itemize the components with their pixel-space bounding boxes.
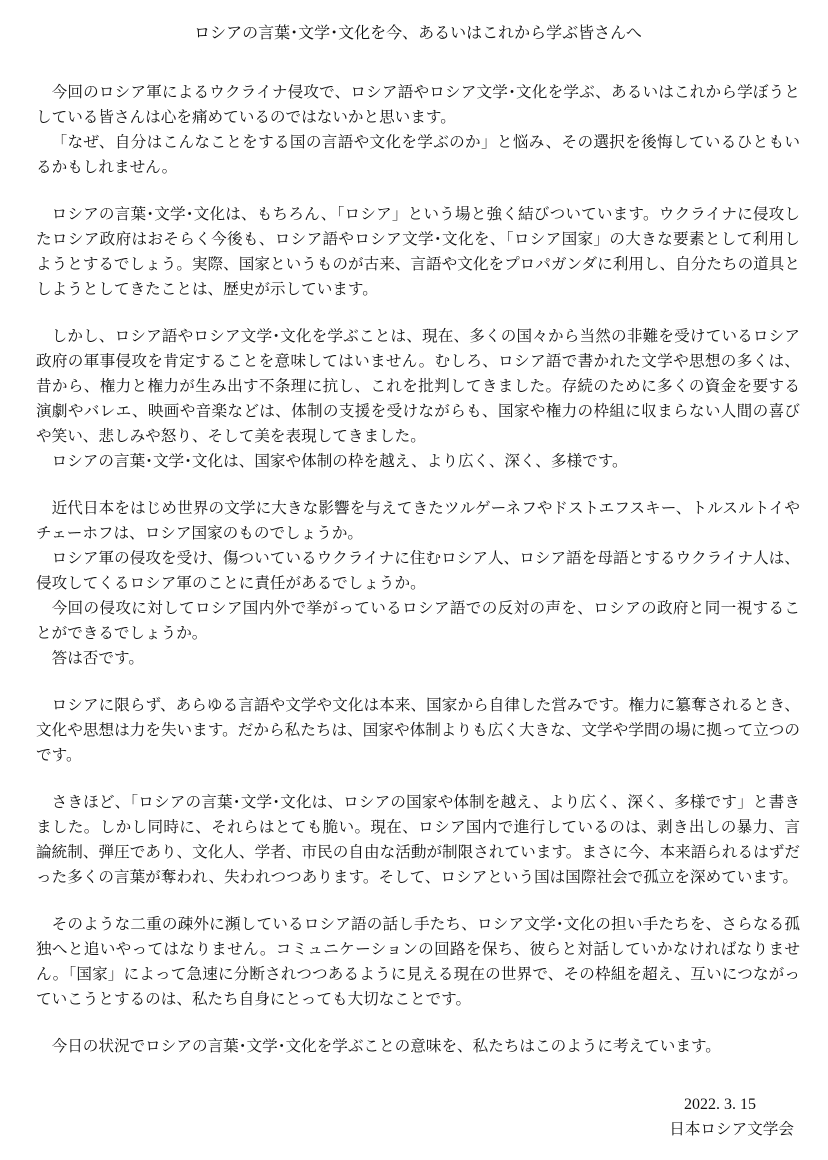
- paragraph-gap: [36, 671, 800, 693]
- paragraph-gap: [36, 890, 800, 912]
- paragraph: 近代日本をはじめ世界の文学に大きな影響を与えてきたツルゲーネフやドストエフスキー、トルスルトイやチェーホフは、ロシア国家のものでしょうか。: [36, 499, 800, 542]
- paragraph: さきほど、「ロシアの言葉･文学･文化は、ロシアの国家や体制を越え、より広く、深く、多様です」と書きました。しかし同時に、それらはとても脆い。現在、ロシア国内で進行しているのは、剥き出しの暴力、言論統制、弾圧であり、文化人、学者、市民の自由な活動が制限されています。まさに今、本来語られるはずだった多くの言葉が奪われ、失われつつあります。そして、ロシアという国は国際社会で孤立を深めています。: [36, 793, 800, 886]
- letter-body: [36, 80, 800, 1059]
- paragraph: ロシアの言葉･文学･文化は、もちろん、「ロシア」という場と強く結びついています。ウクライナに侵攻したロシア政府はおそらく今後も、ロシア語やロシア文学･文化を、「ロシア国家」の大きな要素として利用しようとするでしょう。実際、国家というものが古来、言語や文化をプロパガンダに利用し、自分たちの道具としようとしてきたことは、歴史が示しています。: [36, 205, 800, 298]
- paragraph: 「なぜ、自分はこんなことをする国の言語や文化を学ぶのか」と悩み、その選択を後悔しているひともいるかもしれません。: [36, 133, 801, 176]
- paragraph-gap: [36, 1012, 800, 1034]
- paragraph: しかし、ロシア語やロシア文学･文化を学ぶことは、現在、多くの国々から当然の非難を受けているロシア政府の軍事侵攻を肯定することを意味してはいません。むしろ、ロシア語で書かれた文学や思想の多くは、昔から、権力と権力が生み出す不条理に抗し、これを批判してきました。存続のために多くの資金を要する演劇やバレエ、映画や音楽などは、体制の支援を受けながらも、国家や権力の枠組に収まらない人間の喜びや笑い、悲しみや怒り、そして美を表現してきました。: [36, 327, 800, 445]
- paragraph: 答は否です。: [51, 649, 144, 667]
- paragraph-gap: [36, 768, 800, 790]
- paragraph-gap: [36, 302, 800, 324]
- paragraph: ロシア軍の侵攻を受け、傷ついているウクライナに住むロシア人、ロシア語を母語とするウクライナ人は、侵攻してくるロシア軍のことに責任があるでしょうか。: [36, 549, 800, 592]
- paragraph: ロシアの言葉･文学･文化は、国家や体制の枠を越え、より広く、深く、多様です。: [51, 452, 628, 470]
- paragraph: 今回のロシア軍によるウクライナ侵攻で、ロシア語やロシア文学･文化を学ぶ、あるいはこれから学ぼうとしている皆さんは心を痛めているのではないかと思います。: [36, 83, 800, 126]
- paragraph-gap: [36, 474, 800, 496]
- letter-date: 2022. 3. 15: [684, 1096, 756, 1113]
- paragraph: 今日の状況でロシアの言葉･文学･文化を学ぶことの意味を、私たちはこのように考えています。: [51, 1037, 721, 1055]
- paragraph: 今回の侵攻に対してロシア国内外で挙がっているロシア語での反対の声を、ロシアの政府と同一視することができるでしょうか。: [36, 599, 800, 642]
- paragraph: ロシアに限らず、あらゆる言語や文学や文化は本来、国家から自律した営みです。権力に簒奪されるとき、文化や思想は力を失います。だから私たちは、国家や体制よりも広く大きな、文学や学問の場に拠って立つのです。: [36, 696, 800, 764]
- paragraph-gap: [36, 180, 800, 202]
- letter-title: ロシアの言葉･文学･文化を今、あるいはこれから学ぶ皆さんへ: [194, 23, 642, 42]
- paragraph: そのような二重の疎外に瀕しているロシア語の話し手たち、ロシア文学･文化の担い手たちを、さらなる孤独へと追いやってはなりません。コミュニケーションの回路を保ち、彼らと対話していかなければなりません。「国家」によって急速に分断されつつあるように見える現在の世界で、その枠組を超え、互いにつながっていこうとするのは、私たち自身にとっても大切なことです。: [36, 915, 800, 1008]
- letter-signature: 日本ロシア文学会: [669, 1120, 794, 1138]
